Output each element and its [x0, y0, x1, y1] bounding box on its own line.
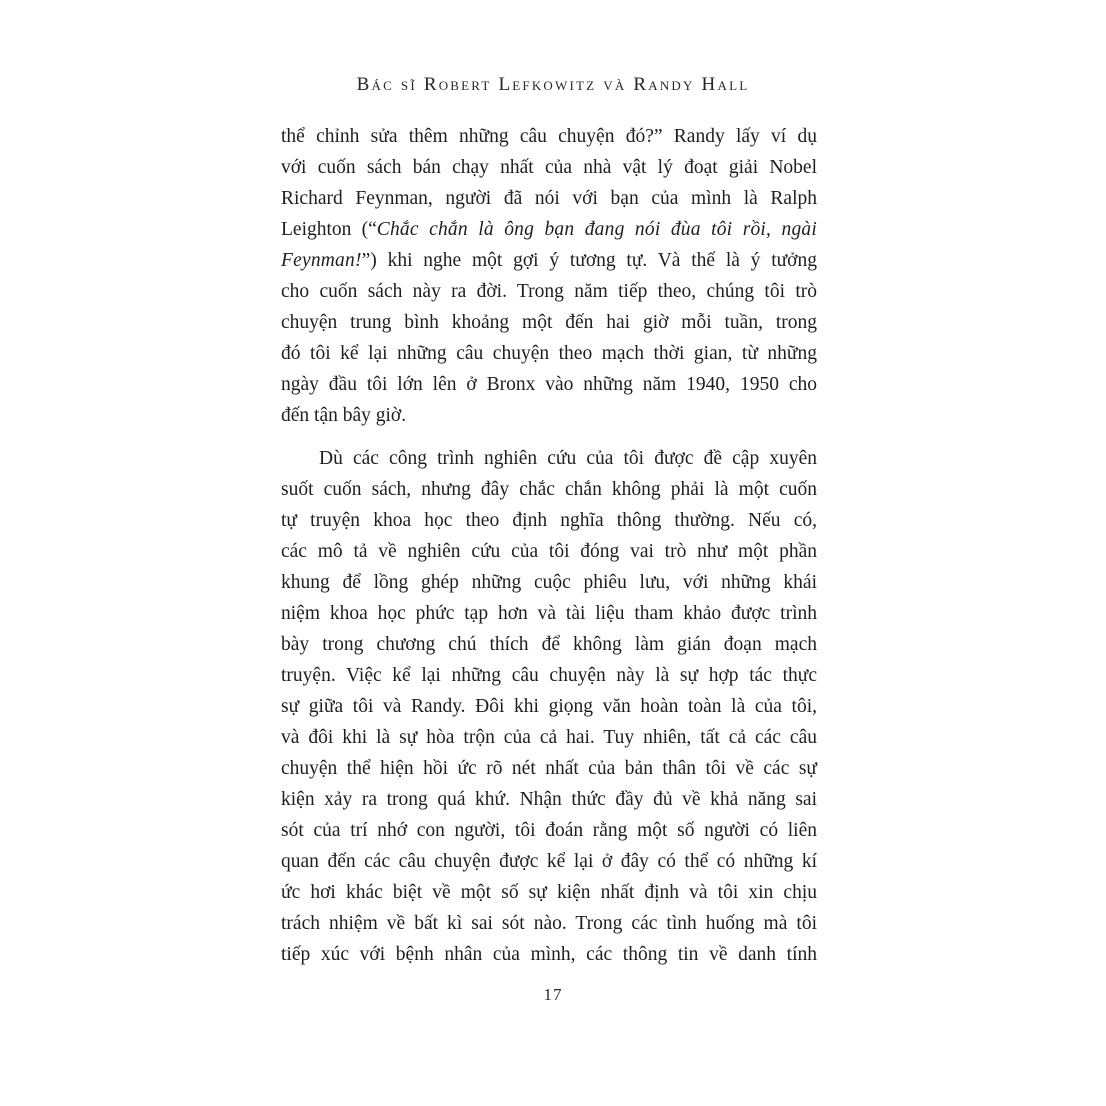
page-number: 17: [543, 985, 563, 1004]
text-line: [281, 245, 817, 276]
text-segment: bày trong chương chú thích để không làm gián đoạn mạch: [281, 634, 817, 655]
text-line: [281, 400, 817, 431]
text-segment: các mô tả về nghiên cứu của tôi đóng vai trò như một phần: [281, 541, 817, 562]
text-segment: đến tận bây giờ.: [281, 405, 407, 426]
text-segment: Dù các công trình nghiên cứu của tôi được đề cập xuyên: [319, 448, 817, 469]
text-segment: với cuốn sách bán chạy nhất của nhà vật lý đoạt giải Nobel: [281, 157, 817, 178]
text-segment: cho cuốn sách này ra đời. Trong năm tiếp theo, chúng tôi trò: [281, 281, 817, 302]
text-line: [281, 846, 817, 877]
text-line: [281, 753, 817, 784]
text-line: [281, 121, 817, 152]
text-segment: sót của trí nhớ con người, tôi đoán rằng một số người có liên: [281, 820, 817, 841]
text-line: [281, 939, 817, 970]
text-line: [281, 276, 817, 307]
italic-text-segment: Feynman!: [281, 250, 362, 271]
text-line: [281, 536, 817, 567]
text-line: [281, 629, 817, 660]
text-segment: đó tôi kể lại những câu chuyện theo mạch thời gian, từ những: [281, 343, 817, 364]
italic-text-segment: Chắc chắn là ông bạn đang nói đùa tôi rồi, ngài: [376, 219, 817, 240]
text-segment: quan đến các câu chuyện được kể lại ở đây có thể có những kí: [281, 851, 817, 872]
text-segment: khung để lồng ghép những cuộc phiêu lưu, với những khái: [281, 572, 817, 593]
text-line: [281, 815, 817, 846]
text-line: [281, 784, 817, 815]
text-segment: Richard Feynman, người đã nói với bạn của mình là Ralph: [281, 188, 817, 209]
text-line: [281, 567, 817, 598]
text-segment: niệm khoa học phức tạp hơn và tài liệu tham khảo được trình: [281, 603, 817, 624]
text-segment: chuyện trung bình khoảng một đến hai giờ mỗi tuần, trong: [281, 312, 817, 333]
text-line: [281, 214, 817, 245]
text-segment: tự truyện khoa học theo định nghĩa thông thường. Nếu có,: [281, 510, 817, 531]
text-segment: Leighton (“: [281, 219, 377, 240]
text-line: [281, 369, 817, 400]
text-line: [281, 660, 817, 691]
text-segment: tiếp xúc với bệnh nhân của mình, các thông tin về danh tính: [281, 944, 817, 965]
text-segment: thể chỉnh sửa thêm những câu chuyện đó?” Randy lấy ví dụ: [281, 126, 817, 147]
text-segment: ngày đầu tôi lớn lên ở Bronx vào những năm 1940, 1950 cho: [281, 374, 817, 395]
text-line: [281, 598, 817, 629]
text-segment: ”) khi nghe một gợi ý tương tự. Và thế là ý tưởng: [361, 250, 817, 271]
text-line: [281, 908, 817, 939]
text-line: [281, 338, 817, 369]
text-line: [281, 691, 817, 722]
text-segment: sự giữa tôi và Randy. Đôi khi giọng văn hoàn toàn là của tôi,: [281, 696, 817, 717]
text-line: [281, 183, 817, 214]
text-segment: kiện xảy ra trong quá khứ. Nhận thức đầy đủ về khả năng sai: [281, 789, 817, 810]
text-line: [281, 877, 817, 908]
text-line: [281, 443, 817, 474]
text-line: [281, 474, 817, 505]
text-segment: ức hơi khác biệt về một số sự kiện nhất định và tôi xin chịu: [281, 882, 817, 903]
text-segment: và đôi khi là sự hòa trộn của cả hai. Tuy nhiên, tất cả các câu: [281, 727, 817, 748]
text-line: [281, 722, 817, 753]
text-block: [281, 121, 817, 970]
paragraph: [281, 121, 817, 431]
text-segment: trách nhiệm về bất kì sai sót nào. Trong các tình huống mà tôi: [281, 913, 817, 934]
text-line: [281, 307, 817, 338]
text-segment: truyện. Việc kể lại những câu chuyện này là sự hợp tác thực: [281, 665, 817, 686]
text-line: [281, 505, 817, 536]
running-header: Bác sĩ Robert Lefkowitz và Randy Hall: [356, 74, 750, 95]
text-segment: chuyện thể hiện hồi ức rõ nét nhất của bản thân tôi về các sự: [281, 758, 817, 779]
paragraph: [281, 443, 817, 970]
text-segment: suốt cuốn sách, nhưng đây chắc chắn không phải là một cuốn: [281, 479, 817, 500]
text-line: [281, 152, 817, 183]
